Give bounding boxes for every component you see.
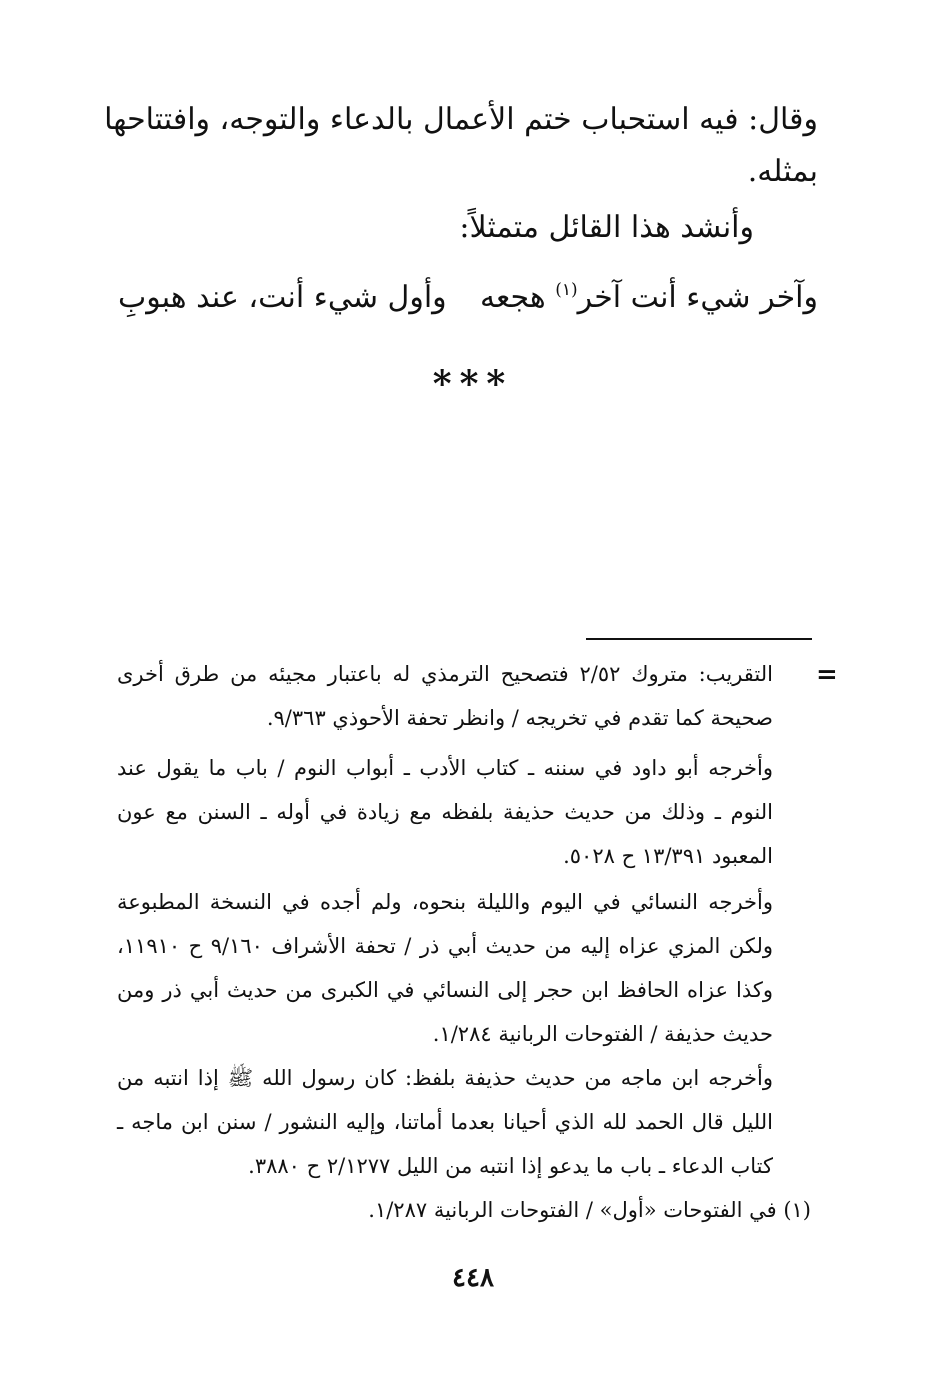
poetry-verse xyxy=(118,276,818,320)
verse-left-hemistich: وأول شيء أنت، عند هبوبِ xyxy=(118,280,447,315)
footnote-paragraph-1: التقريب: متروك ٢/٥٢ فتصحيح الترمذي له باعتبار مجيئه من طرق أخرى صحيحة كما تقدم في تخريجه / وانظر تحفة الأحوذي ٩/٣٦٣. xyxy=(117,662,773,730)
body-text-line-1: وقال: فيه استحباب ختم الأعمال بالدعاء والتوجه، وافتتاحها xyxy=(104,102,818,137)
footnote-paragraph-2: وأخرجه أبو داود في سننه ـ كتاب الأدب ـ أبواب النوم / باب ما يقول عند النوم ـ وذلك من حديث حذيفة بلفظه مع زيادة في أوله ـ السنن مع عون المعبود ١٣/٣٩١ ح ٥٠٢٨. xyxy=(117,756,773,868)
body-text-line-3: وأنشد هذا القائل متمثلاً: xyxy=(459,210,754,245)
body-text-line-2: بمثله. xyxy=(747,154,818,189)
footnote-reference: (١) xyxy=(555,280,578,300)
verse-right-text-end: هجعه xyxy=(479,280,556,315)
section-separator: *** xyxy=(432,363,514,405)
footnote-divider xyxy=(586,638,812,640)
footnote-continuation-marker: = xyxy=(816,660,838,690)
footnote-paragraph-3: وأخرجه النسائي في اليوم والليلة بنحوه، ولم أجده في النسخة المطبوعة ولكن المزي عزاه إليه من حديث أبي ذر / تحفة الأشراف ٩/١٦٠ ح ١١٩١٠، وكذا عزاه الحافظ ابن حجر إلى النسائي في الكبرى من حديث أبي ذر ومن حديث حذيفة / الفتوحات الربانية ١/٢٨٤. xyxy=(117,890,773,1046)
footnote-paragraph-4: وأخرجه ابن ماجه من حديث حذيفة بلفظ: كان رسول الله ﷺ إذا انتبه من الليل قال الحمد لله الذي أحيانا بعدما أماتنا، وإليه النشور / سنن ابن ماجه ـ كتاب الدعاء ـ باب ما يدعو إذا انتبه من الليل ٢/١٢٧٧ ح ٣٨٨٠. xyxy=(117,1066,773,1178)
verse-right-text: وآخر شيء أنت آخر xyxy=(577,280,818,315)
footnote-1: (١) في الفتوحات «أول» / الفتوحات الربانية ١/٢٨٧. xyxy=(368,1198,811,1222)
verse-right-hemistich xyxy=(480,276,818,320)
page-number: ٤٤٨ xyxy=(452,1263,494,1293)
